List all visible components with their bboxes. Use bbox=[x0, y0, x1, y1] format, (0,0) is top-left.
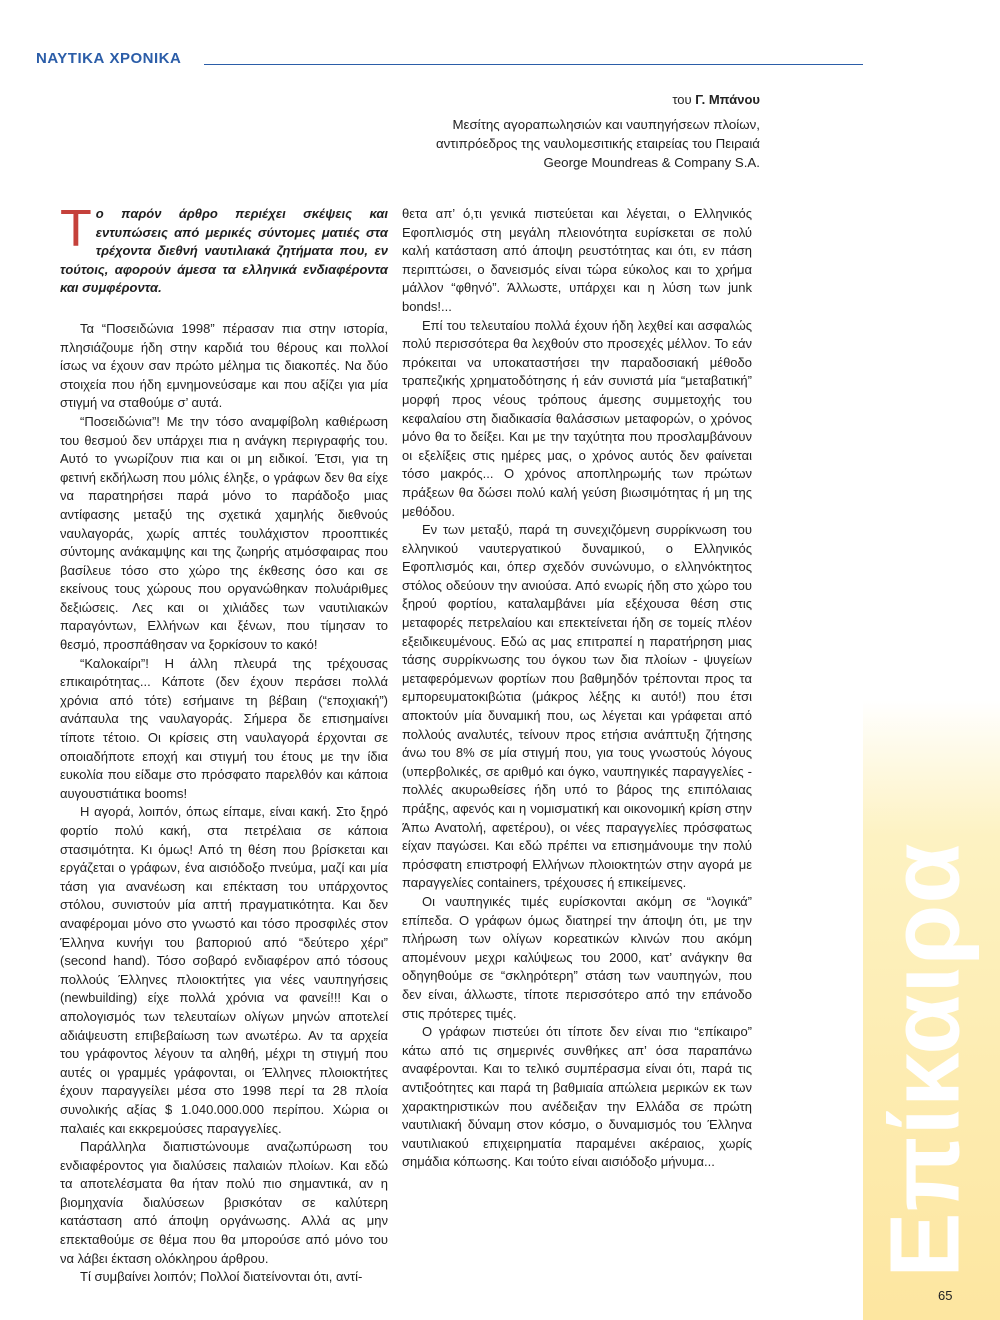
article-paragraph: Τα “Ποσειδώνια 1998” πέρασαν πια στην ιστορία, πλησιάζουμε ήδη στην καρδιά του θέρους και πολλοί ίσως να έχουν σαν πρώτο μέλημα τις διακοπές. Να δύο στοιχεία που ήδη εμνημονεύσαμε και που αξίζει για μία στιγμή να σταθούμε σ’ αυτά. bbox=[60, 320, 388, 411]
article-paragraph: Ο γράφων πιστεύει ότι τίποτε δεν είναι πιο “επίκαιρο” κάτω από τις σημερινές συνθήκες απ’ όσα παραπάνω αναφέρονται. Και το τελικό συμπέρασμα είναι ότι, παρά τις αντιξοότητες και παρά τη βαθμιαία απώλεια μερικών εκ των χαρακτηριστικών που ανέδειξαν την Ελλάδα σε πρώτη ναυτιλιακή δύναμη στον κόσμο, ο δυναμισμός του Έλληνα ναυτιλιακού επιχειρηματία παραμένει ακέραιος, χωρίς σημάδια κόπωσης. Και τούτο είναι αισιόδοξο μήνυμα... bbox=[402, 1024, 752, 1170]
article-paragraph: Παράλληλα διαπιστώνουμε αναζωπύρωση του ενδιαφέροντος για διαλύσεις παλαιών πλοίων. Και εδώ τα αποτελέσματα θα ήταν πολύ πιο σημαντικά, αν η βιομηχανία διαλύσεων βρισκόταν σε καλύτερη κατάσταση από άποψη οργάνωσης. Αλλά ας μην επεκταθούμε σε θέμα που θα μπορούσε από μόνο του να λάβει έκταση ολόκληρου άρθρου. bbox=[60, 1139, 388, 1266]
page-header bbox=[36, 50, 968, 72]
article-paragraph: “Ποσειδώνια”! Με την τόσο αναμφίβολη καθιέρωση του θεσμού δεν υπάρχει πια η ανάγκη περιγραφής του. Αυτό το γνωρίζουν πια και οι μη ειδικοί. Έτσι, για τη φετινή εκδήλωση που μόλις έληξε, ο γράφων δεν θα είχε να παρατηρήσει παρά μόνο το παράδοξο μιας αντίφασης μεταξύ της σχετικά χαμηλής διεθνούς ναυλαγοράς, χωρίς απτές τουλάχιστον προοπτικές σύντομης ανάκαμψης και της ζωηρής ατμόσφαιρας που βασίλευε τόσο στο χώρο της έκθεσης όσο και σε εκείνους τους χώρους που οργανώθηκαν πολυάριθμες δεξιώσεις. Λες και οι χιλιάδες των ναυτιλιακών παραγόντων, Ελλήνων και ξένων, που τίμησαν το θεσμό, προσπάθησαν να ξορκίσουν το κακό! bbox=[60, 413, 388, 653]
article-paragraph: Η αγορά, λοιπόν, όπως είπαμε, είναι κακή. Στο ξηρό φορτίο πολύ κακή, στα πετρέλαια σε κάποια στασιμότητα. Κι όμως! Από τη θέση που βρίσκεται και εργάζεται ο γράφων, ένα αισιόδοξο πνεύμα, μαζί και μία τάση για ανανέωση και επέκταση του υπάρχοντος στόλου, συνιστούν μία απτή πραγματικότητα. Και δεν αναφέρομαι μόνο στο γνωστό και τόσο προσφιλές στον Έλληνα κυνήγι του βαποριού από “δεύτερο χέρι” (second hand). Τόσο σοβαρό ενδιαφέρον από τόσους πολλούς Έλληνες πλοιοκτήτες για νέες ναυπηγήσεις (newbuilding) είχε πολλά χρόνια να φανεί!!! Και ο απολογισμός των τελευταίων ολίγων μηνών αποτελεί αδιάψευστη επιβεβαίωση των ανωτέρω. Αν τα αρχεία του γράφοντος λέγουν τα αληθή, μέχρι τη στιγμή που αυτές οι γραμμές γράφονται, οι Έλληνες πλοιοκτήτες έχουν παραγγείλει μέσα στο 1998 περί τα 28 πλοία συνολικής αξίας $ 1.040.000.000 περίπου. Χώρια οι παλαιές και εκκρεμούσες παραγγελίες. bbox=[60, 804, 388, 1136]
article-column-right bbox=[402, 205, 752, 1172]
publication-title: ΝΑΥΤΙΚΑ ΧΡΟΝΙΚΑ bbox=[36, 50, 182, 67]
article-paragraph: Τί συμβαίνει λοιπόν; Πολλοί διατείνονται ότι, αντί- bbox=[80, 1269, 363, 1285]
drop-cap: Τ bbox=[60, 200, 92, 258]
page-number: 65 bbox=[938, 1288, 953, 1303]
article-paragraph: Επί του τελευταίου πολλά έχουν ήδη λεχθεί και ασφαλώς πολύ περισσότερα θα λεχθούν στο προσεχές μέλλον. Το εάν πρόκειται να υποκαταστήσει την παραδοσιακή μέθοδο τραπεζικής χρηματοδότησης ή εάν συνιστά μία “μεταβατική” μορφή προς νέους τρόπους άμεσης συμμετοχής του κεφαλαίου στη διαδικασία θαλάσσιων μεταφορών, ο χρόνος μόνο θα το δείξει. Και με την ταχύτητα που προσλαμβάνουν οι εξελίξεις στις ημέρες μας, ο χρόνος αυτός δεν φαίνεται τόσο μακρός... Ο χρόνος αποπληρωμής των πρώτων πράξεων θα δώσει πολύ καλή γεύση βιωσιμότητας ή μη της μεθόδου. bbox=[402, 317, 752, 519]
article-paragraph: “Καλοκαίρι”! Η άλλη πλευρά της τρέχουσας επικαιρότητας... Κάποτε (δεν έχουν περάσει πολλά χρόνια από τότε) εσήμαινε τη βέβαιη (“εποχιακή”) ανάπαυλα της ναυλαγοράς. Σήμερα δε επισημαίνει τίποτε τέτοιο. Οι κρίσεις στη ναυλαγορά έρχονται σε οποιαδήποτε εποχή και στιγμή του έτους με την ίδια ευκολία που είδαμε στο πρόσφατο παρελθόν και κάποια αυγουστιάτικα booms! bbox=[60, 655, 388, 801]
section-label: Επίκαιρα bbox=[869, 842, 980, 1278]
byline-author bbox=[640, 92, 760, 107]
article-paragraph: Εν των μεταξύ, παρά τη συνεχιζόμενη συρρίκνωση του ελληνικού ναυτεργατικού δυναμικού, ο Ελληνικός Εφοπλισμός και, όπερ σχεδόν συνώνυμο, ο ελληνόκτητος στόλος οδεύουν την ανιούσα. Από ενωρίς ήδη στο χώρο του ξηρού φορτίου, καταλαμβάνει μία εξέχουσα θέση στις μεταφορές πετρελαίου και επεκτείνεται ήδη σε τομείς πλέον εξειδικευμένους. Εδώ ας μας επιτραπεί η παρατήρηση μιας τάσης συρρίκνωσης του όγκου των δια πλοίων - ψυγείων μεταφερόμενων φορτίων που βαθμηδόν τρέπονται προς τα εμπορευματοκιβώτια (μάκρος λέξης κι αυτό!) που έτσι αποκτούν μία δυναμική που, ως λέγεται και γράφεται από πολλούς αναλυτές, τείνουν προς ετήσια ανάπτυξη ζήτησης άνω του 8% σε μία στιγμή που, για τους γνωστούς λόγους (υπερβολικές, σε αριθμό και όγκο, ναυπηγικές παραγγελίες - πολλές ακυρωθείσες ήδη υπό το βάρος της επιπόλαιας πράξης, αφενός και η νομισματική και οικονομική κρίση στην Άπω Ανατολή, αφετέρου), οι νέες παραγγελίες πρόσφατως είχαν παγώσει. Και εδώ πρέπει να επισημάνουμε την πολύ πρόσφατη επιστροφή Ελλήνων πλοιοκτητών στην αγορά με παραγγελίες containers, τρέχουσες ή επικείμενες. bbox=[402, 522, 752, 891]
author-name: Γ. Μπάνου bbox=[695, 92, 760, 107]
lead-text: ο παρόν άρθρο περιέχει σκέψεις και εντυπώσεις από μερικές σύντομες ματιές στα τρέχοντα διεθνή ναυτιλιακά ζητήματα που, εν τούτοις, αφορούν άμεσα τα ελληνικά ενδιαφέροντα και συμφέροντα. bbox=[60, 206, 388, 296]
article-column-left bbox=[60, 200, 388, 1287]
author-description: Μεσίτης αγοραπωλησιών και ναυπηγήσεων πλοίων, αντιπρόεδρος της ναυλομεσιτικής εταιρείας του Πειραιά George Moundreas & Company S.A. bbox=[435, 117, 760, 170]
article-lead bbox=[60, 200, 388, 298]
header-rule bbox=[204, 64, 906, 65]
byline-prefix: του bbox=[672, 92, 692, 107]
article-paragraph: Οι ναυπηγικές τιμές ευρίσκονται ακόμη σε “λογικά” επίπεδα. Ο γράφων όμως διατηρεί την άποψη ότι, με την πλήρωση των ολίγων κορεατικών κλινών που ακόμη απομένουν μεχρι καλύψεως του 2000, κατ’ ανάγκην θα οδηγηθούμε σε “σκληρότερη” στάση των ναυπηγών, που δεν είναι, άλλωστε, τίποτε περισσότερο από την επάνοδο στις πρότερες τιμές. bbox=[402, 893, 752, 1021]
article-paragraph: θετα απ’ ό,τι γενικά πιστεύεται και λέγεται, ο Ελληνικός Εφοπλισμός στη μεγάλη πλειονότητα ευρίσκεται σε πολύ καλή κατάσταση από άποψη ρευστότητας και ότι, εν πάση περιπτώσει, ο δανεισμός είναι τώρα εύκολος και το χρήμα μάλλον “φθηνό”. Άλλωστε, υπάρχει και η λύση των junk bonds!... bbox=[402, 206, 752, 314]
